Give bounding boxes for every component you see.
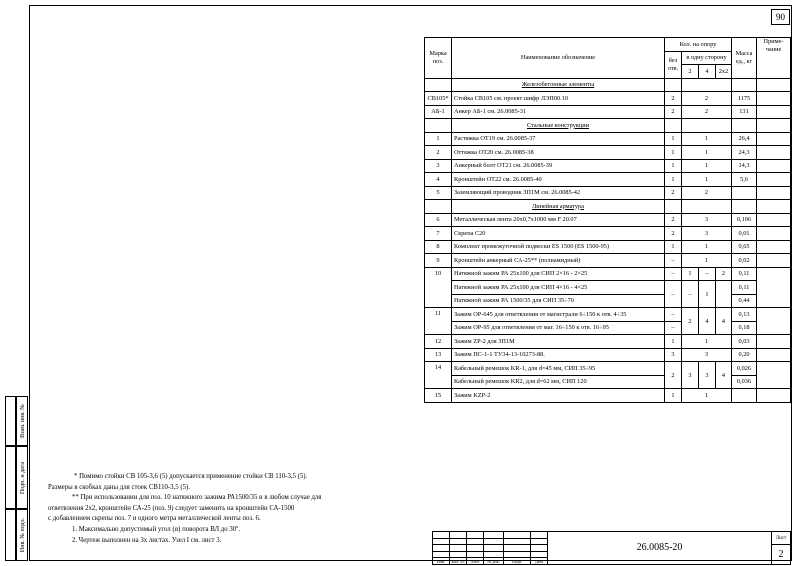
page-number: 90	[771, 9, 790, 25]
specification-table	[424, 37, 791, 403]
document-code: 26.0085-20	[548, 532, 772, 565]
table-row: 3 Анкерный болт ОТ21 см. 26.0085-39 1 1 14,3	[425, 159, 791, 173]
table-row: 2 Оттяжка ОТ20 см. 26.0085-38 1 1 24,3	[425, 146, 791, 160]
sheet-number: 2	[772, 545, 791, 565]
header-no-branch: без отв.	[665, 51, 682, 78]
section-title: Линейная арматура	[452, 200, 665, 214]
table-row: 11 Зажим ОР-645 для ответвления от магистрали 6÷150 к отв. 4÷35 – 2 4 4 0,13	[425, 308, 791, 322]
table-row: 15 Зажим KZP-2 1 1	[425, 389, 791, 403]
side-stamp-label: Взам. инв. №	[16, 396, 28, 446]
note-line: Размеры в скобках даны для стоек СВ110-3,5 (5).	[48, 483, 190, 491]
titleblock-col: Подп.	[504, 558, 531, 565]
note-line: 2. Чертеж выполнен на 3х листах. Узел I см. лист 3.	[72, 536, 222, 544]
header-name: Наименование обозначение	[452, 38, 665, 79]
table-row: 14 Кабельный ремешок KR-1, для d=45 мм, СИП 35÷95 2 3 3 4 0,026	[425, 362, 791, 376]
table-row: 10 Натяжной зажим РА 25х100 для СИП 2×16 - 2×25 – 1 – 2 0,11	[425, 267, 791, 281]
header-one-side: в одну сторону	[682, 51, 732, 65]
header-qty: Кол. на опору	[665, 38, 732, 52]
table-row: Кабельный ремешок KR2, для d=62 мм, СИП 120 0,036	[425, 375, 791, 389]
side-stamp-label: Инв. № подл.	[16, 509, 28, 561]
table-row: 7 Скрепа С20 2 3 0,01	[425, 227, 791, 241]
notes-block	[48, 472, 321, 546]
header-col-4: 4	[699, 65, 716, 79]
table-row: Натяжной зажим РА 25х100 для СИП 4×16 - 4×25 – – 1 0,11	[425, 281, 791, 295]
title-block	[432, 531, 791, 565]
table-row: 4 Кронштейн ОТ22 см. 26.0085-40 1 1 5,6	[425, 173, 791, 187]
table-row: 8 Комплект промежуточной подвески ES 1500 (ES 1500-95) 1 1 0,65	[425, 240, 791, 254]
header-mark: Марка поз.	[425, 38, 452, 79]
note-line: ответвления 2х2, кронштейн СА-25 (поз. 9) следует заменить на кронштейн СА-1500	[48, 504, 295, 512]
header-col-2x2: 2х2	[716, 65, 732, 79]
table-row: 6 Металлическая лента 20х0,7х1000 мм F 20.07 2 3 0,106	[425, 213, 791, 227]
header-note: Приме- чание	[757, 38, 791, 79]
table-row: 9 Кронштейн анкерный СА-25** (полиамидный) – 1 0,02	[425, 254, 791, 268]
note-line: ** При использовании для поз. 10 натяжного зажима РА1500/35 и в любом случае для	[72, 494, 322, 502]
table-row: СВ105* Стойка СВ105 см. проект шифр ЛЭП00.10 2 2 1175	[425, 92, 791, 106]
table-row: Зажим ОР-95 для ответвления от маг. 16÷150 к отв. 16÷95 – 0,18	[425, 321, 791, 335]
table-row: АБ-1 Анкер АБ-1 см. 26.0085-31 2 2 131	[425, 105, 791, 119]
header-mass: Масса ед., кг	[732, 38, 757, 79]
section-title: Стальные конструкции	[452, 119, 665, 133]
table-row: 13 Зажим ПС-1-1 ТУ34-13-10273-88. 3 3 0,20	[425, 348, 791, 362]
side-stamp-cell	[5, 396, 16, 446]
header-col-2: 2	[682, 65, 699, 79]
titleblock-col: Изм.	[433, 558, 450, 565]
titleblock-col: Кол. уч	[451, 558, 465, 564]
note-line: 1. Максимально допустимый угол (α) поворота ВЛ до 30º.	[72, 525, 240, 533]
table-row: 12 Зажим ZP-2 для ЗП1М 1 1 0,03	[425, 335, 791, 349]
sheet-label: Лист	[772, 532, 791, 545]
titleblock-col: Дата	[531, 558, 548, 565]
titleblock-col: № док.	[484, 558, 504, 565]
note-line: * Помимо стойки СВ 105-3,6 (5) допускается применение стойки СВ 110-3,5 (5).	[74, 473, 308, 480]
titleblock-col: Лист	[467, 558, 484, 565]
side-stamp-cell	[5, 509, 16, 561]
side-stamp-label: Подп. и дата	[16, 446, 28, 509]
table-row: 5 Заземляющий проводник ЗП1М см. 26.0085-42 2 2	[425, 186, 791, 200]
note-line: с добавлением скрепы поз. 7 и одного метра металлической ленты поз. 6.	[48, 515, 261, 523]
table-row: 1 Растяжка ОТ19 см. 26.0085-37 1 1 26,4	[425, 132, 791, 146]
section-title: Железобетонные элементы	[452, 78, 665, 92]
side-stamp-cell	[5, 446, 16, 509]
table-row: Натяжной зажим РА 1500/35 для СИП 35÷70 0,44	[425, 294, 791, 308]
